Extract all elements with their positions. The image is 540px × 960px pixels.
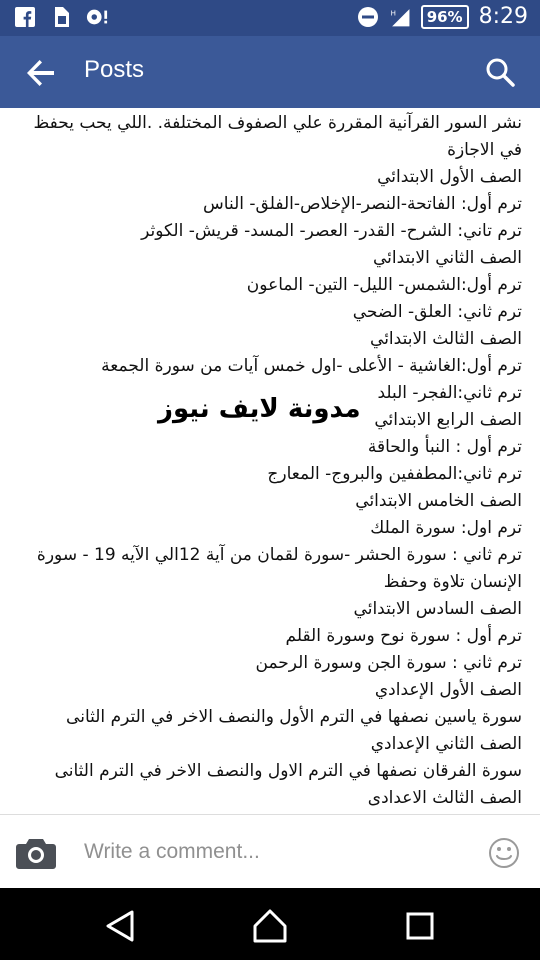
post-line: سورة الفرقان نصفها في الترم الاول والنصف الاخر في الترم الثانى bbox=[54, 761, 522, 781]
post-line: الصف الأول الإعدادي bbox=[374, 680, 522, 700]
post-line: الصف الرابع الابتدائي bbox=[374, 410, 522, 430]
post-line: ترم أول:الشمس- الليل- التين- الماعون bbox=[246, 275, 522, 295]
do-not-disturb-icon bbox=[357, 6, 379, 28]
system-nav-bar bbox=[0, 888, 540, 960]
post-line: ترم أول : سورة نوح وسورة القلم bbox=[285, 626, 522, 646]
back-arrow-icon[interactable] bbox=[24, 56, 58, 90]
post-line: نشر السور القرآنية المقررة علي الصفوف المختلفة. .اللي يحب يحفظ في الاجازة bbox=[33, 113, 522, 160]
comment-bar bbox=[0, 814, 540, 889]
post-line: الصف السادس الابتدائي bbox=[353, 599, 522, 619]
post-line: ترم ثاني: العلق- الضحي bbox=[352, 302, 522, 322]
post-line: ترم أول : النبأ والحاقة bbox=[367, 437, 522, 457]
watermark: مدونة لايف نيوز bbox=[158, 394, 361, 424]
post-line: ترم ثاني : سورة الجن وسورة الرحمن bbox=[255, 653, 522, 673]
post-line: ترم اول: سورة الملك bbox=[370, 518, 522, 538]
svg-text:H: H bbox=[390, 7, 396, 17]
post-text bbox=[0, 108, 540, 812]
clock: 8:29 bbox=[478, 4, 528, 29]
signal-icon bbox=[389, 6, 411, 28]
post-line: الصف الأول الابتدائي bbox=[377, 167, 522, 187]
search-icon[interactable] bbox=[484, 56, 516, 88]
battery-indicator: 96% bbox=[421, 5, 469, 29]
status-bar-right bbox=[357, 4, 528, 29]
post-line: الصف الخامس الابتدائي bbox=[355, 491, 522, 511]
sim-card-icon bbox=[50, 6, 72, 28]
comment-input[interactable] bbox=[84, 837, 464, 867]
post-line: الصف الثالث الابتدائي bbox=[370, 329, 522, 349]
post-line: ترم أول: الفاتحة-النصر-الإخلاص-الفلق- الناس bbox=[203, 194, 522, 214]
emoji-icon[interactable] bbox=[488, 837, 520, 869]
post-content bbox=[0, 108, 540, 814]
post-line: ترم ثاني:الفجر- البلد bbox=[377, 383, 522, 403]
post-line: سورة ياسين نصفها في الترم الأول والنصف الاخر في الترم الثانى bbox=[66, 707, 522, 727]
notification-settings-icon bbox=[86, 6, 108, 28]
facebook-icon bbox=[14, 6, 36, 28]
post-line: الصف الثاني الابتدائي bbox=[373, 248, 522, 268]
status-bar bbox=[0, 0, 540, 36]
home-icon[interactable] bbox=[250, 906, 290, 946]
post-line: ترم أول:الغاشية - الأعلى -اول خمس آيات من سورة الجمعة bbox=[101, 356, 522, 376]
camera-icon[interactable] bbox=[16, 837, 56, 869]
back-triangle-icon[interactable] bbox=[100, 906, 140, 946]
post-line: الصف الثاني الإعدادي bbox=[370, 734, 522, 754]
status-bar-left-icons bbox=[14, 6, 108, 28]
page-title: Posts bbox=[84, 56, 145, 83]
recents-icon[interactable] bbox=[400, 906, 440, 946]
post-line: الصف الثالث الاعدادى bbox=[367, 788, 522, 808]
post-line: ترم ثاني:المطففين والبروج- المعارج bbox=[267, 464, 522, 484]
post-line: ترم تاني: الشرح- القدر- العصر- المسد- قريش- الكوثر bbox=[141, 221, 522, 241]
app-bar bbox=[0, 36, 540, 108]
post-line: ترم ثاني : سورة الحشر -سورة لقمان من آية 12الي الآيه 19 - سورة الإنسان تلاوة وحفظ bbox=[36, 545, 522, 592]
